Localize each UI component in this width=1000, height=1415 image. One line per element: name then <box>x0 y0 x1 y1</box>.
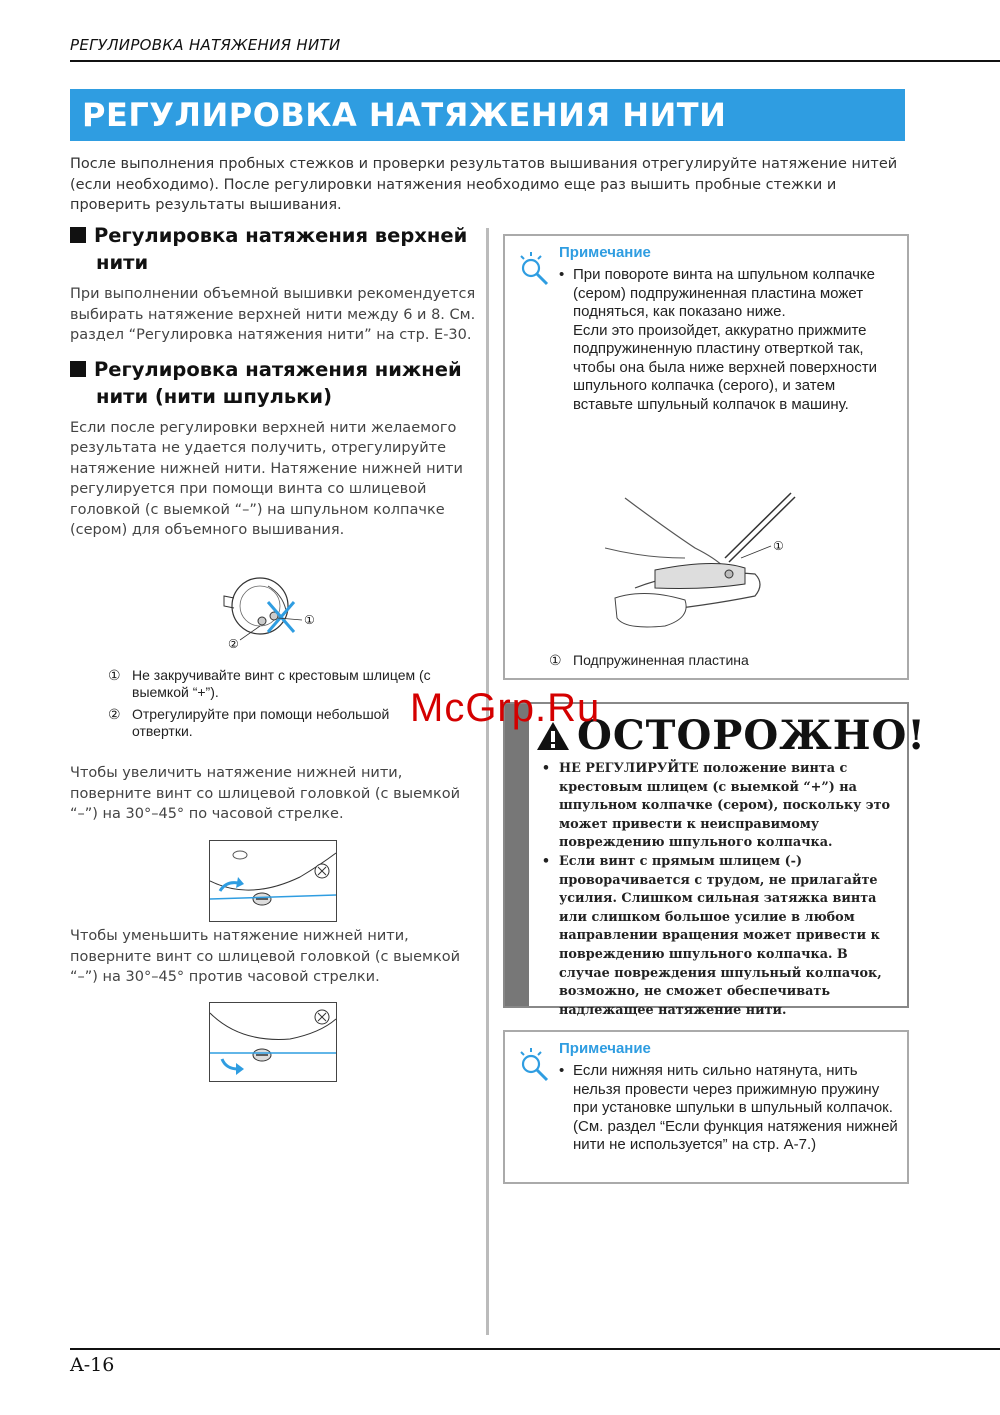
footer-rule <box>70 1348 1000 1350</box>
caution-title: ОСТОРОЖНО! <box>535 712 926 759</box>
caution-item: • НЕ РЕГУЛИРУЙТЕ положение винта с крестовым шлицем (с выемкой “+”) на шпульном колпачке (сером), поскольку это может привести к неисправимому повреждению шпульного колпачка. <box>541 761 891 851</box>
figure-label: ① <box>773 539 784 553</box>
increase-tension-text: Чтобы увеличить натяжение нижней нити, поверните винт со шлицевой головкой (с выемкой “–”) на 30°–45° по часовой стрелке. <box>70 765 461 822</box>
caution-stripe <box>505 704 529 1006</box>
running-header: РЕГУЛИРОВКА НАТЯЖЕНИЯ НИТИ <box>70 36 341 54</box>
section1-text: При выполнении объемной вышивки рекомендуется выбирать натяжение верхней нити между 6 и 8. См. раздел “Регулировка натяжения нити” на стр. E-30. <box>70 286 476 343</box>
figure-label: ① <box>304 613 315 627</box>
caution-item: • Если винт с прямым шлицем (-) проворачивается с трудом, не прилагайте усилия. Слишком сильная затяжка винта или слишком большое усилие в любом направлении вращения может привести к повреждению шпульного колпачка. В случае повреждения шпульный колпачок, возможно, не сможет обеспечивать надлежащее натяжение нити. <box>541 853 882 1018</box>
intro-paragraph: После выполнения пробных стежков и проверки результатов вышивания отрегулируйте натяжение нитей (если необходимо). После регулировки натяжения необходимо еще раз вышить пробные стежки и проверить результаты вышивания. <box>70 156 898 213</box>
decrease-tension-text: Чтобы уменьшить натяжение нижней нити, поверните винт со шлицевой головкой (с выемкой “–”) на 30°–45° против часовой стрелки. <box>70 928 461 985</box>
clockwise-illustration <box>210 841 336 921</box>
screw-instructions-list <box>108 667 448 745</box>
note-box-1 <box>503 234 909 680</box>
magnifier-note-icon <box>517 1046 553 1082</box>
clockwise-figure <box>209 840 337 922</box>
caution-body <box>533 760 899 1020</box>
note-body <box>559 266 899 414</box>
section2-text: Если после регулировки верхней нити желаемого результата не удается получить, отрегулируйте натяжение нижней нити. Натяжение нижней нити регулируется при помощи винта со шлицевой головкой (с выемкой “–”) на шпульном колпачке (сером) для объемного вышивания. <box>70 419 463 538</box>
note-bullet: • Если нижняя нить сильно натянута, нить нельзя провести через прижимную пружину при установке шпульки в шпульный колпачок. (См. раздел “Если функция натяжения нижней нити не используется” на стр. A-7.) <box>559 1062 898 1153</box>
column-divider <box>486 228 489 1335</box>
magnifier-note-icon <box>517 250 553 286</box>
bobbin-case-figure <box>212 570 332 655</box>
note-box-2 <box>503 1030 909 1184</box>
list-item: ① Не закручивайте винт с крестовым шлицем (с выемкой “+”). <box>108 667 431 700</box>
square-bullet-icon <box>70 227 86 243</box>
spring-plate-illustration <box>605 488 805 638</box>
square-bullet-icon <box>70 361 86 377</box>
section1-heading: Регулировка натяжения верхней нити <box>70 222 480 276</box>
note-title: Примечание <box>559 244 651 261</box>
bobbin-case-illustration <box>212 570 332 655</box>
caution-box <box>503 702 926 1018</box>
left-column <box>70 222 480 541</box>
title-bar <box>70 89 905 141</box>
counterclockwise-illustration <box>210 1003 336 1081</box>
page-title: РЕГУЛИРОВКА НАТЯЖЕНИЯ НИТИ <box>82 96 727 134</box>
note-continuation: Если это произойдет, аккуратно прижмите подпружиненную пластину отверткой так, чтобы она была ниже верхней поверхности шпульного колпачка (серого), и затем вставьте шпульный колпачок в машину. <box>573 321 878 413</box>
watermark: McGrp.Ru <box>410 686 601 730</box>
note-body <box>559 1062 899 1155</box>
header-rule <box>70 60 1000 62</box>
counterclockwise-figure <box>209 1002 337 1082</box>
page-number: A-16 <box>70 1354 115 1376</box>
section2-heading: Регулировка натяжения нижней нити (нити шпульки) <box>70 356 480 410</box>
figure-label: ② <box>228 637 239 651</box>
list-item: ② Отрегулируйте при помощи небольшой отвертки. <box>108 706 390 739</box>
figure-caption: ① Подпружиненная пластина <box>549 652 749 668</box>
note-title: Примечание <box>559 1040 651 1057</box>
note-bullet: • При повороте винта на шпульном колпачке (сером) подпружиненная пластина может подняться, как показано ниже. <box>559 266 875 320</box>
